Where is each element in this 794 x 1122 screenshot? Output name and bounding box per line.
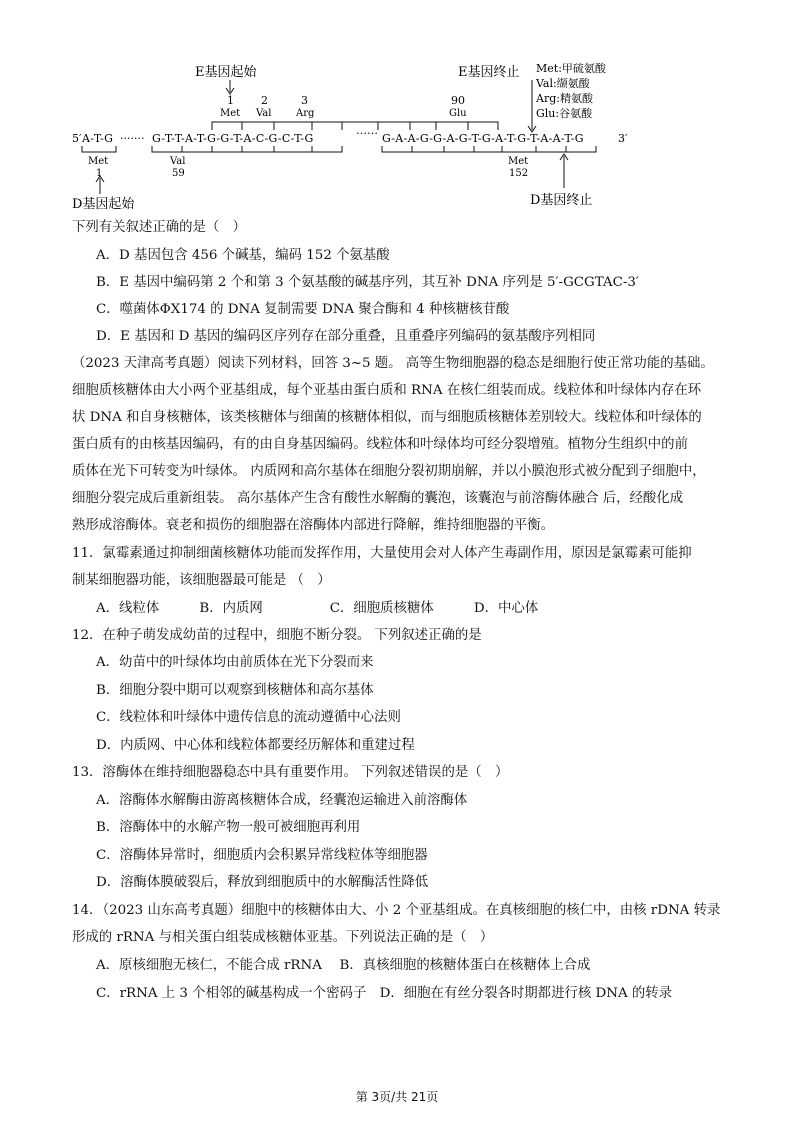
option-d: D．E 基因和 D 基因的编码区序列存在部分重叠，且重叠序列编码的氨基酸序列相同 — [96, 329, 596, 344]
sequence-segment-3: G-A-A-G-G-A-G-T-G-A-T-G-T-A-A-T-G — [382, 132, 584, 145]
passage-line: 蛋白质有的由核基因编码，有的由自身基因编码。线粒体和叶绿体均可经分裂增殖。植物分生组织中的前 — [72, 437, 688, 452]
legend-met: Met:甲硫氨酸 — [536, 62, 606, 75]
sequence-dots-middle: …… — [356, 124, 378, 137]
e-start-label: E基因起始 — [195, 65, 257, 80]
legend-arg: Arg:精氨酸 — [536, 92, 593, 105]
passage-line: 细胞质核糖体由大小两个亚基组成，每个亚基由蛋白质和 RNA 在核仁组装而成。线粒体和叶绿体内存在环 — [72, 383, 702, 398]
q12-option-b: B．细胞分裂中期可以观察到核糖体和高尔基体 — [96, 683, 374, 698]
top-codon-aa: Arg — [296, 108, 315, 119]
seq-5prime: 5′ — [72, 132, 82, 145]
q13-option-b: B．溶酶体中的水解产物一般可被细胞再利用 — [96, 820, 361, 835]
top-codon-aa: Met — [220, 108, 241, 119]
passage-line: 状 DNA 和自身核糖体，该类核糖体与细菌的核糖体相似，而与细胞质核糖体差别较大。线粒体和叶绿体的 — [72, 410, 702, 425]
top-codon-aa: Val — [256, 108, 272, 119]
question-14-cont: 形成的 rRNA 与相关蛋白组装成核糖体亚基。下列说法正确的是（ ） — [72, 930, 494, 945]
question-stem: 下列有关叙述正确的是（ ） — [72, 220, 247, 235]
question-14: 14．（2023 山东高考真题）细胞中的核糖体由大、小 2 个亚基组成。在真核细胞的核仁中，由核 rDNA 转录 — [72, 903, 721, 918]
q12-option-a: A．幼苗中的叶绿体均由前质体在光下分裂而来 — [96, 655, 374, 670]
legend-val: Val:缬氨酸 — [536, 77, 590, 90]
option-a: A．D 基因包含 456 个碱基，编码 152 个氨基酸 — [96, 248, 390, 263]
question-12: 12．在种子萌发成幼苗的过程中，细胞不断分裂。 下列叙述正确的是 — [72, 628, 482, 643]
top-codon-num: 1 — [227, 94, 234, 107]
d-end-label: D基因终止 — [530, 193, 593, 208]
q12-option-c: C．线粒体和叶绿体中遗传信息的流动遵循中心法则 — [96, 710, 401, 725]
passage-line: 细胞分裂完成后重新组装。 高尔基体产生含有酸性水解酶的囊泡，该囊泡与前溶酶体融合 后，经酸化成 — [72, 491, 684, 506]
q12-option-d: D．内质网、中心体和线粒体都要经历解体和重建过程 — [96, 738, 415, 753]
top-codon-num: 3 — [301, 94, 308, 107]
option-c: C．噬菌体ΦX174 的 DNA 复制需要 DNA 聚合酶和 4 种核糖核苷酸 — [96, 302, 510, 317]
e-end-label: E基因终止 — [458, 65, 520, 80]
bottom-codon-aa: Val — [170, 156, 186, 167]
top-codon-num: 90 — [451, 94, 465, 107]
q13-option-c: C．溶酶体异常时，细胞质内会积累异常线粒体等细胞器 — [96, 848, 428, 863]
bottom-codon-aa: Met — [508, 156, 529, 167]
top-codon-aa: Glu — [449, 108, 467, 119]
bottom-codon-aa: Met — [88, 156, 109, 167]
q13-option-a: A．溶酶体水解酶由游离核糖体合成，经囊泡运输进入前溶酶体 — [96, 793, 468, 808]
sequence-segment-2: G-T-T-A-T-G-G-T-A-C-G-C-T-G — [152, 132, 314, 145]
question-13: 13．溶酶体在维持细胞器稳态中具有重要作用。 下列叙述错误的是（ ） — [72, 765, 509, 780]
page-number: 第 3页/共 21页 — [355, 1090, 439, 1104]
gene-overlap-diagram — [60, 58, 660, 216]
legend-glu: Glu:谷氨酸 — [536, 107, 593, 120]
q13-option-d: D．溶酶体膜破裂后，释放到细胞质中的水解酶活性降低 — [96, 875, 429, 890]
q14-options-ab: A．原核细胞无核仁，不能合成 rRNA B．真核细胞的核糖体蛋白在核糖体上合成 — [96, 958, 591, 973]
bottom-codon-num: 1 — [96, 168, 103, 179]
bottom-codon-num: 59 — [172, 168, 185, 179]
d-start-label: D基因起始 — [72, 197, 135, 212]
passage-line: 熟形成溶酶体。衰老和损伤的细胞器在溶酶体内部进行降解，维持细胞器的平衡。 — [72, 518, 555, 533]
top-codon-num: 2 — [261, 94, 268, 107]
q14-options-cd: C．rRNA 上 3 个相邻的碱基构成一个密码子 D．细胞在有丝分裂各时期都进行核 DNA 的转录 — [96, 986, 673, 1001]
question-11: 11．氯霉素通过抑制细菌核糖体功能而发挥作用，大量使用会对人体产生毒副作用，原因是氯霉素可能抑 — [72, 546, 692, 561]
question-11-cont: 制某细胞器功能，该细胞器最可能是 （ ） — [72, 573, 331, 588]
bottom-codon-num: 152 — [509, 168, 529, 179]
passage-line: 质体在光下可转变为叶绿体。 内质网和高尔基体在细胞分裂初期崩解，并以小膜泡形式被分配到子细胞中， — [72, 464, 706, 479]
passage-line: （2023 天津高考真题）阅读下列材料，回答 3~5 题。 高等生物细胞器的稳态是细胞行使正常功能的基础。 — [72, 356, 714, 371]
seq-3prime: 3′ — [618, 132, 628, 145]
sequence-segment-1: A-T-G — [82, 132, 114, 145]
q11-options: A．线粒体 B．内质网 C．细胞质核糖体 D．中心体 — [96, 601, 539, 616]
sequence-dots: ······· — [120, 132, 145, 145]
option-b: B．E 基因中编码第 2 个和第 3 个氨基酸的碱基序列，其互补 DNA 序列是 5′-GCGTAC-3′ — [96, 275, 639, 290]
